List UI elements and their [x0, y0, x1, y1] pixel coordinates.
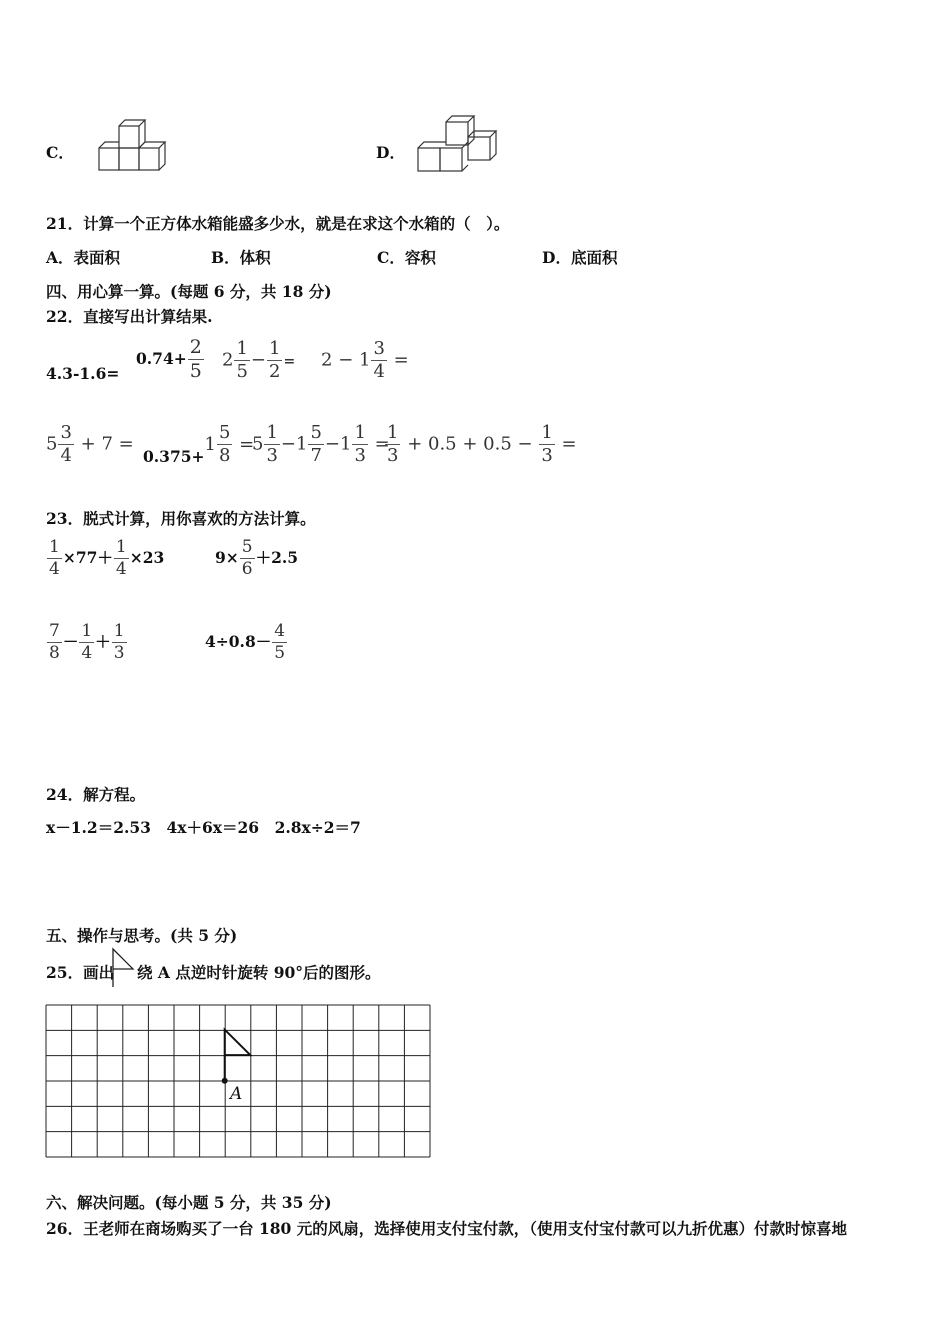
q22-expr-6: 0.375+1 $\frac{5}{8}$ =: [143, 422, 255, 466]
q25-stem-after: 绕 A 点逆时针旋转 90°后的图形。: [137, 963, 381, 982]
q24-equations: x－1.2＝2.53 4x＋6x＝26 2.8x÷2＝7: [46, 818, 361, 837]
q21-option-a: A．表面积: [46, 248, 121, 267]
rotation-grid: [45, 1004, 431, 1158]
q21-option-d: D．底面积: [542, 248, 618, 267]
point-a-dot: [222, 1078, 228, 1084]
q21-stem: 21．计算一个正方体水箱能盛多少水，就是在求这个水箱的（ ）。: [46, 214, 510, 233]
q22-expr-1: 4.3-1.6=: [46, 364, 120, 383]
cube-figure-c: [97, 118, 172, 173]
q22-stem: 22．直接写出计算结果.: [46, 307, 213, 326]
q22-expr-4: 2 − 1 $\frac{3}{4}$ =: [321, 338, 409, 382]
section6-title: 六、解决问题。(每小题 5 分，共 35 分): [46, 1193, 332, 1212]
section5-title: 五、操作与思考。(共 5 分): [46, 926, 238, 945]
cube-figure-d: [416, 114, 501, 174]
q25-stem-before: 25．画出: [46, 963, 115, 982]
q22-expr-5: 5 $\frac{3}{4}$ + 7 =: [46, 422, 134, 466]
q22-expr-3: 2 $\frac{1}{5}$ − $\frac{1}{2}$ =: [222, 338, 296, 382]
q21-option-b: B．体积: [211, 248, 271, 267]
point-a-label: A: [230, 1084, 243, 1104]
q26-stem: 26．王老师在商场购买了一台 180 元的风扇，选择使用支付宝付款，（使用支付宝付款可以九折优惠）付款时惊喜地: [46, 1219, 847, 1238]
q22-expr-2: 0.74+ $\frac{2}{5}$: [136, 336, 202, 382]
q22-expr-8: $\frac{1}{3}$ + 0.5 + 0.5 − $\frac{1}{3}$ =: [387, 422, 577, 466]
q21-option-c: C．容积: [377, 248, 436, 267]
option-c-label: C．: [46, 143, 74, 162]
q23-expr-2: 9× $\frac{5}{6}$ ＋2.5: [215, 537, 299, 579]
option-d-label: D．: [376, 143, 405, 162]
q23-expr-4: 4÷0.8－ $\frac{4}{5}$: [205, 621, 286, 663]
q23-expr-1: $\frac{1}{4}$ ×77＋ $\frac{1}{4}$ ×23: [49, 537, 165, 579]
q23-stem: 23．脱式计算，用你喜欢的方法计算。: [46, 509, 316, 528]
q23-expr-3: $\frac{7}{8}$ － $\frac{1}{4}$ ＋ $\frac{1}{3}$: [49, 621, 125, 663]
flag-figure: [225, 1030, 251, 1081]
q22-expr-7: 5 $\frac{1}{3}$ −1 $\frac{5}{7}$ −1 $\frac{1}{3}$ =: [252, 422, 390, 466]
flag-shape-icon: [111, 947, 137, 989]
section4-title: 四、用心算一算。(每题 6 分，共 18 分): [46, 282, 332, 301]
q24-stem: 24．解方程。: [46, 785, 146, 804]
